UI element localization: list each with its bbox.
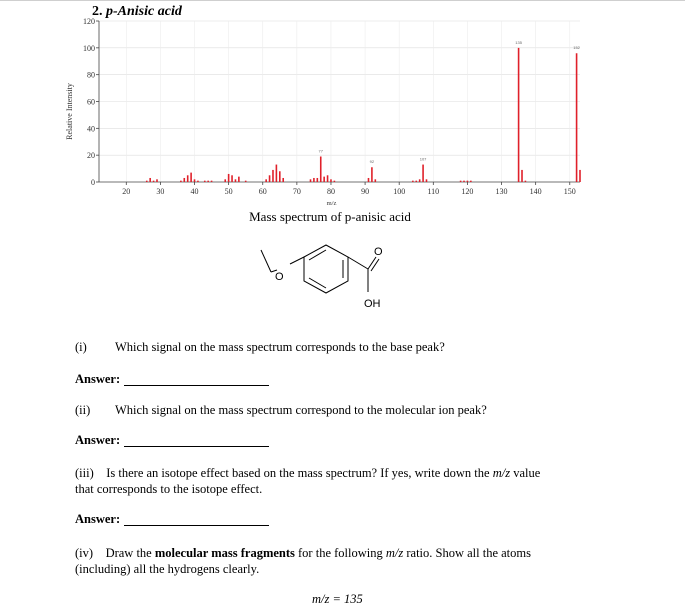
aromatic-double-3: [309, 278, 326, 288]
question-iv: [75, 545, 665, 577]
question-iii-line2: that corresponds to the isotope effect.: [75, 482, 263, 496]
x-tick-label: 120: [461, 187, 474, 196]
p-anisic-acid-structure: [255, 236, 445, 326]
x-tick-label: 20: [122, 187, 131, 196]
x-tick-label: 90: [361, 187, 370, 196]
x-tick-label: 80: [326, 187, 335, 196]
question-iv-text-bold: molecular mass fragments: [154, 546, 295, 560]
carbonyl-bond-b: [371, 259, 379, 271]
x-tick-label: 30: [156, 187, 165, 196]
x-tick-label: 40: [190, 187, 199, 196]
x-tick-label: 60: [258, 187, 267, 196]
x-tick-label: 100: [393, 187, 406, 196]
y-axis-label: Relative Intensity: [65, 83, 74, 140]
methyl-bond: [261, 250, 271, 272]
question-iv-text-a: Draw the: [105, 546, 155, 560]
x-tick-label: 150: [563, 187, 576, 196]
answer-label: Answer:: [75, 372, 121, 386]
ether-bond-2: [290, 257, 304, 264]
question-i-text: Which signal on the mass spectrum corresponds to the base peak?: [115, 340, 445, 354]
answer-iii: [75, 512, 120, 527]
answer-i-line: [124, 385, 269, 386]
question-iv-mz: m/z: [385, 546, 404, 560]
answer-ii: [75, 433, 120, 448]
y-tick-label: 60: [87, 97, 95, 107]
answer-label: Answer:: [75, 512, 121, 526]
question-ii-number: (ii): [75, 403, 91, 417]
hydroxyl-label: OH: [364, 298, 381, 310]
ring-carboxyl-bond: [348, 257, 368, 269]
question-number: 2.: [92, 4, 103, 19]
question-iii-text-a: Is there an isotope effect based on the mass spectrum? If yes, write down the: [106, 466, 493, 480]
mz-value: m/z = 135: [312, 592, 363, 606]
mass-spectrum-chart: [0, 0, 685, 212]
question-iii-number: (iii): [75, 466, 94, 480]
question-iii-text-b: value: [510, 466, 541, 480]
carbonyl-bond-a: [368, 257, 376, 269]
peak-label: 135: [515, 39, 522, 45]
y-tick-label: 40: [87, 124, 95, 134]
question-iii-mz: m/z: [492, 466, 511, 480]
y-tick-label: 120: [83, 17, 95, 26]
x-tick-label: 140: [529, 187, 542, 196]
answer-label: Answer:: [75, 433, 121, 447]
question-iv-text-b: for the following: [294, 546, 386, 560]
y-tick-label: 20: [87, 151, 95, 161]
peak-label: 152: [573, 45, 580, 51]
peak-label: 77: [318, 148, 323, 154]
carbonyl-oxygen-label: O: [374, 246, 383, 258]
y-tick-label: 100: [83, 43, 95, 53]
aromatic-double-1: [309, 250, 326, 260]
chart-caption: Mass spectrum of p-anisic acid: [249, 209, 411, 224]
peak-label: 107: [419, 156, 427, 162]
question-iv-text-c: ratio. Show all the atoms: [403, 546, 531, 560]
answer-ii-line: [124, 446, 269, 447]
question-ii-text: Which signal on the mass spectrum correspond to the molecular ion peak?: [115, 403, 487, 417]
question-iv-line2: (including) all the hydrogens clearly.: [75, 562, 260, 576]
peak-label: 92: [369, 159, 375, 165]
y-tick-label: 80: [87, 70, 95, 80]
x-tick-label: 70: [292, 187, 301, 196]
x-tick-label: 50: [224, 187, 233, 196]
x-tick-label: 130: [495, 187, 508, 196]
x-axis-label: m/z: [326, 200, 337, 207]
compound-name: p-Anisic acid: [106, 4, 182, 19]
question-i-number: (i): [75, 340, 87, 354]
benzene-ring: [304, 245, 348, 293]
answer-i: [75, 372, 120, 387]
ether-oxygen-label: O: [275, 271, 284, 283]
question-iii: [75, 465, 655, 497]
y-tick-label: 0: [91, 178, 95, 187]
answer-iii-line: [124, 525, 269, 526]
x-tick-label: 110: [427, 187, 440, 196]
question-iv-number: (iv): [75, 546, 94, 560]
